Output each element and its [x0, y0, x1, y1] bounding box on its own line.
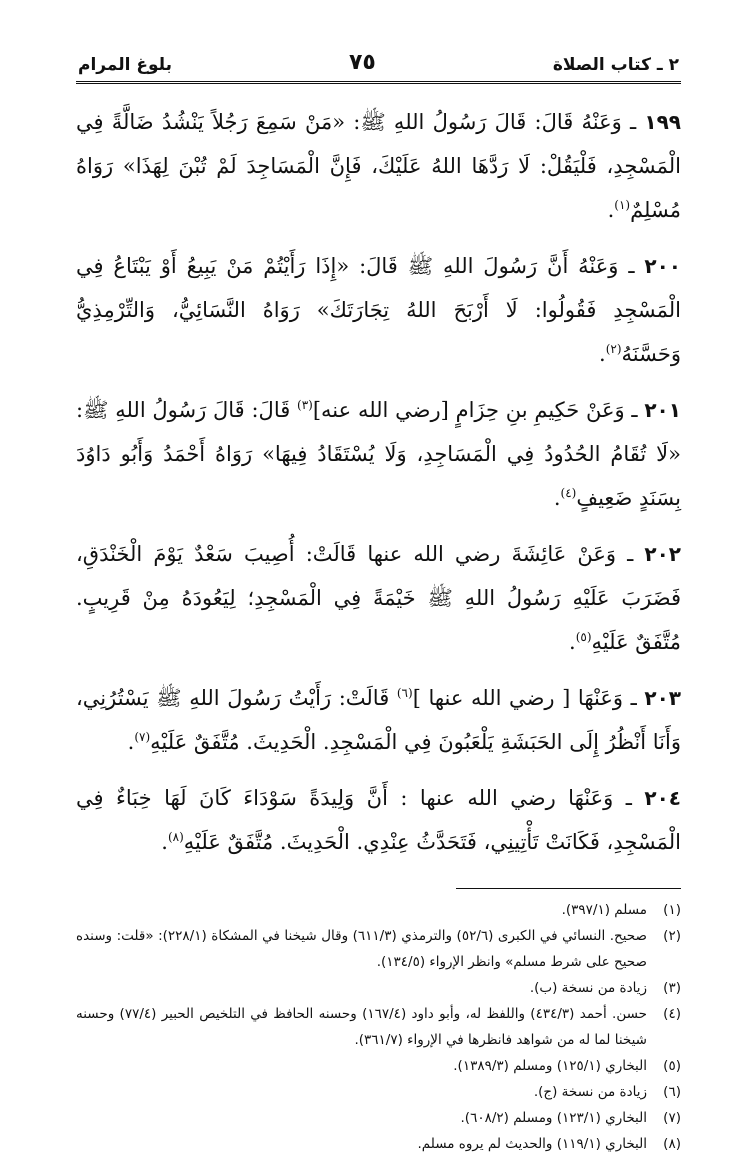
- hadith-200: [76, 244, 681, 376]
- footnote-number: (٧): [663, 1110, 681, 1126]
- footnote-item: [76, 975, 681, 1001]
- hadith-199: [76, 100, 681, 232]
- footnote-item: [76, 1131, 681, 1157]
- hadith-number: ٢٠٣: [644, 686, 681, 710]
- hadith-tail: .: [607, 198, 615, 222]
- hadith-201: [76, 388, 681, 520]
- hadith-text-continued: قَالَتْ: رَأَيْتُ رَسُولَ اللهِ ﷺ يَسْتُرُنِي، وَأَنَا أَنْظُرُ إِلَى الحَبَشَةِ يَلْعَبُونَ فِي الْمَسْجِدِ. الْحَدِيثَ. مُتَّفَقٌ عَلَيْهِ: [76, 686, 681, 754]
- hadith-tail: .: [127, 730, 135, 754]
- hadith-tail: .: [569, 630, 576, 654]
- footnote-item: [76, 1079, 681, 1105]
- hadith-number: ٢٠١: [644, 398, 681, 422]
- footnote-item: [76, 1105, 681, 1131]
- footnote-text: البخاري (١٢٣/١) ومسلم (٦٠٨/٢).: [460, 1110, 647, 1126]
- hadith-203: [76, 676, 681, 764]
- footnote-ref: (٧): [134, 730, 151, 744]
- book-page: [76, 50, 681, 1157]
- footnote-item: [76, 1001, 681, 1053]
- footnote-text: صحيح. النسائي في الكبرى (٥٢/٦) والترمذي (٦١١/٣) وقال شيخنا في المشكاة (٢٢٨/١): «قلت: وسنده صحيح على شرط مسلم» وانظر الإرواء (١٣٤/٥).: [76, 928, 647, 970]
- hadith-text: ـ وَعَنْ حَكِيمِ بنِ حِزَامٍ [رضي الله عنه]: [312, 398, 638, 422]
- footnote-ref: (٣): [297, 398, 313, 412]
- hadith-text: ـ وَعَنْهُ قَالَ: قَالَ رَسُولُ اللهِ ﷺ: «مَنْ سَمِعَ رَجُلاً يَنْشُدُ ضَالَّةً فِي الْمَسْجِدِ، فَلْيَقُلْ: لَا رَدَّهَا اللهُ عَلَيْكَ، فَإِنَّ الْمَسَاجِدَ لَمْ تُبْنَ لِهَذَا» رَوَاهُ مُسْلِمٌ: [76, 110, 681, 222]
- footnote-text: البخاري (١١٩/١) والحديث لم يروه مسلم.: [417, 1136, 647, 1152]
- footnote-ref: (١): [614, 198, 631, 212]
- hadith-text-continued: قَالَ: قَالَ رَسُولُ اللهِ ﷺ: «لَا تُقَامُ الحُدُودُ فِي الْمَسَاجِدِ، وَلَا يُسْتَقَادُ فِيهَا» رَوَاهُ أَحْمَدُ وَأَبُو دَاوُدَ بِسَنَدٍ ضَعِيفٍ: [76, 398, 681, 510]
- hadith-number: ٢٠٤: [644, 786, 681, 810]
- page-header: [76, 50, 681, 84]
- footnote-number: (٨): [663, 1136, 681, 1152]
- hadith-number: ٢٠٢: [644, 542, 681, 566]
- footnote-text: مسلم (٣٩٧/١).: [561, 902, 647, 918]
- page-number: ٧٥: [348, 50, 376, 75]
- footnote-text: زيادة من نسخة (ب).: [529, 980, 647, 996]
- hadith-tail: .: [553, 486, 561, 510]
- footnote-number: (١): [663, 902, 681, 918]
- footnote-number: (٢): [663, 928, 681, 944]
- hadith-204: [76, 776, 681, 864]
- hadith-tail: .: [161, 830, 168, 854]
- hadith-number: ٢٠٠: [644, 254, 681, 278]
- hadith-number: ١٩٩: [644, 110, 681, 134]
- hadith-text: ـ وَعَنْهُ أَنَّ رَسُولَ اللهِ ﷺ قَالَ: «إِذَا رَأَيْتُمْ مَنْ يَبِيعُ أَوْ يَبْتَاعُ فِي الْمَسْجِدِ فَقُولُوا: لَا أَرْبَحَ اللهُ تِجَارَتَكَ» رَوَاهُ النَّسَائِيُّ، وَالتِّرْمِذِيُّ وَحَسَّنَهُ: [76, 254, 681, 366]
- book-title: بلوغ المرام: [78, 55, 172, 75]
- footnote-number: (٦): [663, 1084, 681, 1100]
- footnotes: [76, 897, 681, 1157]
- hadith-text: ـ وَعَنْ عَائِشَةَ رضي الله عنها قَالَتْ: أُصِيبَ سَعْدٌ يَوْمَ الْخَنْدَقِ، فَضَرَبَ عَلَيْهِ رَسُولُ اللهِ ﷺ خَيْمَةً فِي الْمَسْجِدِ؛ لِيَعُودَهُ مِنْ قَرِيبٍ. مُتَّفَقٌ عَلَيْهِ: [76, 542, 681, 654]
- footnote-separator: [456, 888, 681, 889]
- footnote-item: [76, 897, 681, 923]
- footnote-ref: (٨): [167, 830, 184, 844]
- footnote-number: (٤): [663, 1006, 681, 1022]
- footnote-text: حسن. أحمد (٤٣٤/٣) واللفظ له، وأبو داود (١٦٧/٤) وحسنه الحافظ في التلخيص الحبير (٧٧/٤) وحسنه شيخنا لما له من شواهد فانظرها في الإرواء (٣٦١/٧).: [76, 1006, 647, 1048]
- hadith-tail: .: [599, 342, 606, 366]
- footnote-text: البخاري (١٢٥/١) ومسلم (١٣٨٩/٣).: [453, 1058, 647, 1074]
- footnote-ref: (٢): [605, 342, 622, 356]
- footnote-ref: (٥): [575, 630, 592, 644]
- hadith-202: [76, 532, 681, 664]
- hadith-text: ـ وَعَنْهَا رضي الله عنها : أَنَّ وَلِيدَةً سَوْدَاءَ كَانَ لَهَا خِبَاءٌ فِي الْمَسْجِدِ، فَكَانَتْ تَأْتِينِي، فَتَحَدَّثُ عِنْدِي. الْحَدِيثَ. مُتَّفَقٌ عَلَيْهِ: [76, 786, 681, 854]
- chapter-title: ٢ ـ كتاب الصلاة: [552, 55, 679, 75]
- footnote-number: (٥): [663, 1058, 681, 1074]
- footnote-ref: (٤): [560, 486, 577, 500]
- footnote-item: [76, 923, 681, 975]
- footnote-item: [76, 1053, 681, 1079]
- footnote-ref: (٦): [396, 686, 413, 700]
- footnote-number: (٣): [663, 980, 681, 996]
- footnote-text: زيادة من نسخة (ج).: [533, 1084, 647, 1100]
- hadith-text: ـ وَعَنْهَا [ رضي الله عنها ]: [412, 686, 637, 710]
